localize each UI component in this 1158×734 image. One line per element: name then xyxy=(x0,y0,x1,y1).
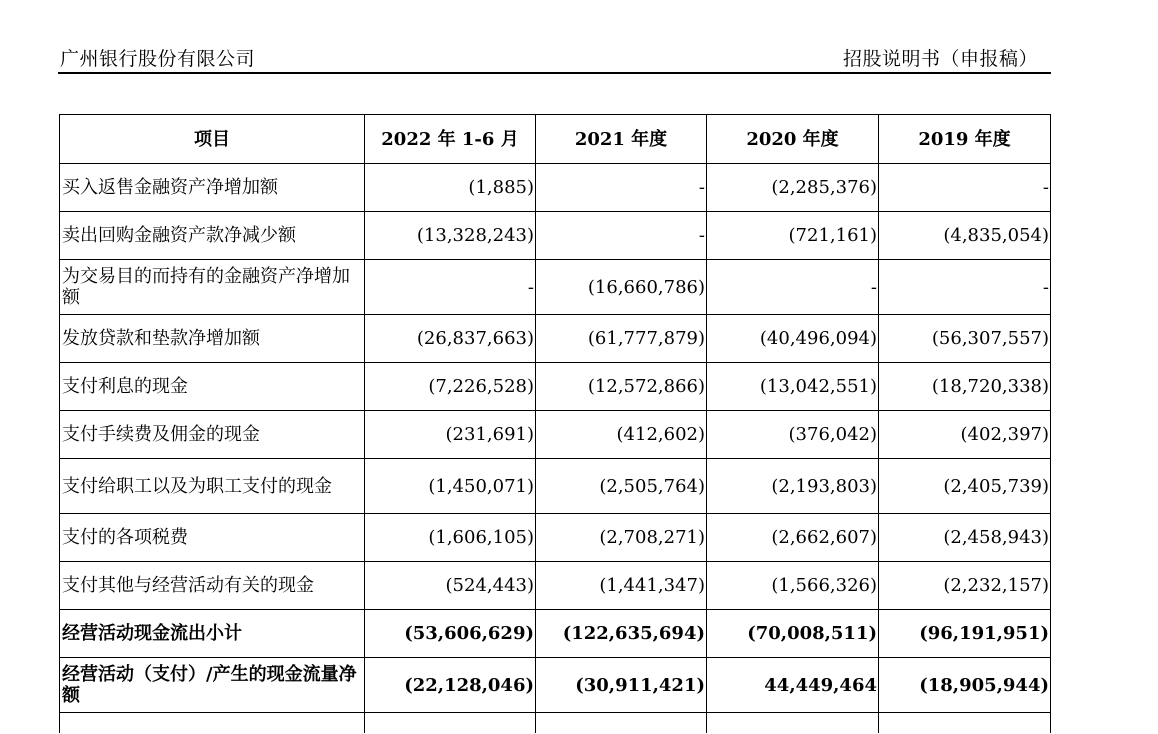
value-cell: (56,307,557) xyxy=(879,315,1051,363)
row-label: 为交易目的而持有的金融资产净增加额 xyxy=(60,260,365,315)
value-cell: (26,837,663) xyxy=(365,315,536,363)
empty-cell xyxy=(365,713,536,734)
value-cell: (18,905,944) xyxy=(879,658,1051,713)
value-cell: (96,191,951) xyxy=(879,610,1051,658)
value-cell: (1,441,347) xyxy=(536,562,707,610)
table-row xyxy=(60,514,1051,562)
value-cell: (1,450,071) xyxy=(365,459,536,514)
cash-flow-table xyxy=(59,114,1051,733)
value-cell: (30,911,421) xyxy=(536,658,707,713)
column-header: 2019 年度 xyxy=(879,115,1051,164)
value-cell: (2,662,607) xyxy=(707,514,879,562)
value-cell: (2,505,764) xyxy=(536,459,707,514)
row-label: 经营活动现金流出小计 xyxy=(60,610,365,658)
value-cell: - xyxy=(879,260,1051,315)
value-cell: (40,496,094) xyxy=(707,315,879,363)
value-cell: (1,606,105) xyxy=(365,514,536,562)
table-row xyxy=(60,212,1051,260)
value-cell: - xyxy=(707,260,879,315)
value-cell: (61,777,879) xyxy=(536,315,707,363)
value-cell: (231,691) xyxy=(365,411,536,459)
value-cell: (2,405,739) xyxy=(879,459,1051,514)
row-label: 卖出回购金融资产款净减少额 xyxy=(60,212,365,260)
value-cell: (1,566,326) xyxy=(707,562,879,610)
value-cell: (2,193,803) xyxy=(707,459,879,514)
header-rule xyxy=(58,72,1051,74)
value-cell: - xyxy=(879,164,1051,212)
value-cell: (122,635,694) xyxy=(536,610,707,658)
table-row xyxy=(60,658,1051,713)
value-cell: (12,572,866) xyxy=(536,363,707,411)
value-cell: (13,042,551) xyxy=(707,363,879,411)
value-cell: (412,602) xyxy=(536,411,707,459)
value-cell: (22,128,046) xyxy=(365,658,536,713)
value-cell: - xyxy=(536,212,707,260)
table-row xyxy=(60,164,1051,212)
value-cell: (402,397) xyxy=(879,411,1051,459)
row-label: 支付手续费及佣金的现金 xyxy=(60,411,365,459)
value-cell: (70,008,511) xyxy=(707,610,879,658)
column-header: 项目 xyxy=(60,115,365,164)
value-cell: (4,835,054) xyxy=(879,212,1051,260)
value-cell: (7,226,528) xyxy=(365,363,536,411)
row-label: 支付的各项税费 xyxy=(60,514,365,562)
empty-cell xyxy=(60,713,365,734)
value-cell: - xyxy=(365,260,536,315)
row-label: 经营活动（支付）/产生的现金流量净额 xyxy=(60,658,365,713)
value-cell: (2,232,157) xyxy=(879,562,1051,610)
value-cell: (2,708,271) xyxy=(536,514,707,562)
empty-cell xyxy=(879,713,1051,734)
row-label: 支付利息的现金 xyxy=(60,363,365,411)
table-row xyxy=(60,411,1051,459)
value-cell: (1,885) xyxy=(365,164,536,212)
table-row xyxy=(60,610,1051,658)
empty-cell xyxy=(536,713,707,734)
table-row-partial xyxy=(60,713,1051,734)
table-row xyxy=(60,562,1051,610)
value-cell: (2,285,376) xyxy=(707,164,879,212)
empty-cell xyxy=(707,713,879,734)
table-row xyxy=(60,363,1051,411)
row-label: 支付给职工以及为职工支付的现金 xyxy=(60,459,365,514)
column-header: 2020 年度 xyxy=(707,115,879,164)
value-cell: (721,161) xyxy=(707,212,879,260)
table-row xyxy=(60,315,1051,363)
value-cell: - xyxy=(536,164,707,212)
company-name: 广州银行股份有限公司 xyxy=(60,48,256,70)
document-title: 招股说明书（申报稿） xyxy=(842,48,1038,70)
value-cell: 44,449,464 xyxy=(707,658,879,713)
value-cell: (18,720,338) xyxy=(879,363,1051,411)
column-header: 2021 年度 xyxy=(536,115,707,164)
value-cell: (16,660,786) xyxy=(536,260,707,315)
table-body xyxy=(60,164,1051,734)
column-header: 2022 年 1-6 月 xyxy=(365,115,536,164)
row-label: 支付其他与经营活动有关的现金 xyxy=(60,562,365,610)
value-cell: (13,328,243) xyxy=(365,212,536,260)
row-label: 发放贷款和垫款净增加额 xyxy=(60,315,365,363)
table-row xyxy=(60,260,1051,315)
row-label: 买入返售金融资产净增加额 xyxy=(60,164,365,212)
table-row xyxy=(60,459,1051,514)
table-header-row xyxy=(60,115,1051,164)
value-cell: (2,458,943) xyxy=(879,514,1051,562)
value-cell: (524,443) xyxy=(365,562,536,610)
value-cell: (53,606,629) xyxy=(365,610,536,658)
value-cell: (376,042) xyxy=(707,411,879,459)
